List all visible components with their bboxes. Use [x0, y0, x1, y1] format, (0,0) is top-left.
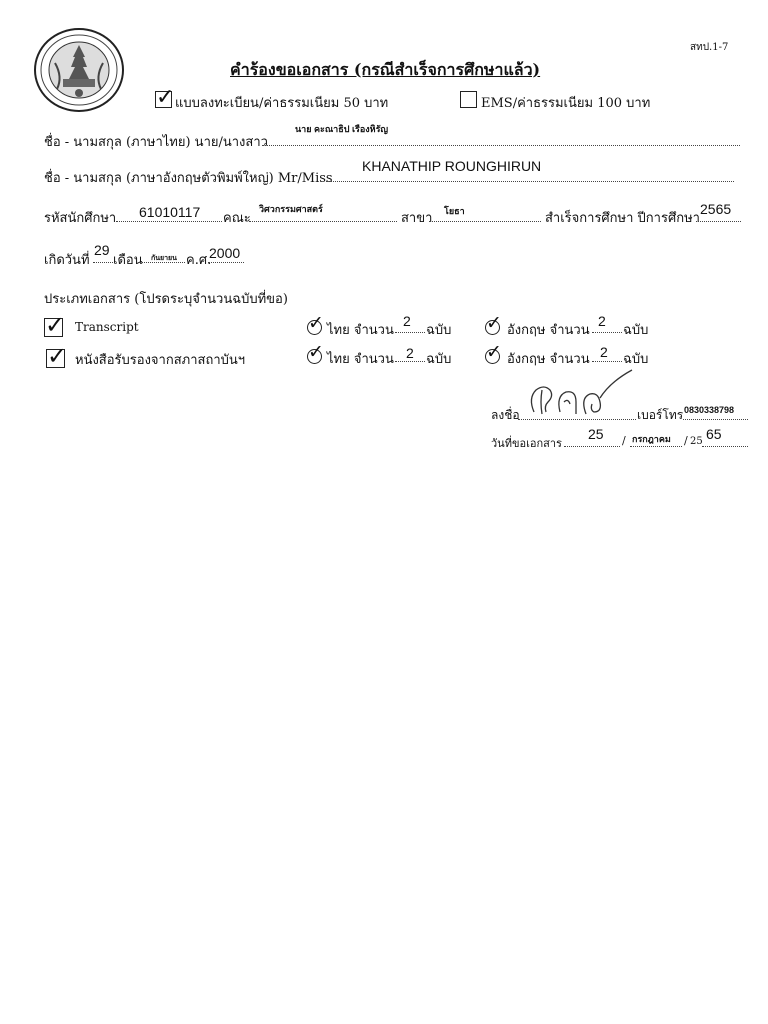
transcript-eng-count: 2 — [598, 313, 606, 329]
transcript-check-icon: ✓ — [45, 311, 66, 339]
birth-day-value: 29 — [94, 242, 110, 258]
ems-checkbox[interactable] — [460, 91, 477, 108]
grad-value: 2565 — [700, 201, 732, 217]
birth-year-value: 2000 — [209, 245, 241, 261]
transcript-thai-unit: ฉบับ — [426, 323, 452, 338]
certificate-thai-line — [395, 361, 425, 362]
faculty-line — [249, 221, 397, 222]
doc-name-certificate: หนังสือรับรองจากสภาสถาบันฯ — [75, 353, 246, 368]
signature-label: ลงชื่อ — [491, 408, 520, 422]
transcript-eng-check-icon[interactable]: ✓ — [486, 312, 502, 334]
registered-check-icon: ✓ — [156, 85, 175, 110]
name-th-label: ชื่อ - นามสกุล (ภาษาไทย) นาย/นางสาว — [44, 135, 268, 150]
grad-line — [696, 221, 741, 222]
date-slash-2: / — [684, 434, 688, 447]
student-id-line — [116, 221, 222, 222]
name-en-value: KHANATHIP ROUNGHIRUN — [362, 158, 542, 174]
major-label: สาขา — [401, 211, 433, 226]
birth-day-line — [93, 262, 113, 263]
university-seal-icon — [33, 27, 125, 113]
certificate-thai-check-icon[interactable]: ✓ — [308, 341, 324, 363]
request-year-line — [702, 446, 748, 447]
phone-value: 0830338798 — [684, 405, 735, 415]
certificate-check-icon: ✓ — [47, 342, 68, 370]
major-value: โยธา — [444, 206, 465, 216]
birth-year-label: ค.ศ. — [186, 253, 212, 268]
major-line — [429, 221, 541, 222]
name-en-label: ชื่อ - นามสกุล (ภาษาอังกฤษตัวพิมพ์ใหญ่) Mr/Miss — [44, 171, 333, 186]
doc-name-transcript: Transcript — [75, 320, 139, 334]
request-month-line — [630, 446, 682, 447]
certificate-eng-check-icon[interactable]: ✓ — [486, 341, 502, 363]
request-year-prefix: 25 — [690, 436, 703, 447]
birth-day-label: เกิดวันที่ — [44, 253, 90, 268]
certificate-eng-count: 2 — [600, 344, 608, 360]
birth-month-value: กันยายน — [151, 255, 177, 262]
ems-label: EMS/ค่าธรรมเนียม 100 บาท — [481, 96, 651, 111]
name-en-line — [326, 181, 734, 182]
transcript-thai-label: ไทย จำนวน — [327, 323, 394, 338]
grad-label: สำเร็จการศึกษา ปีการศึกษา — [545, 211, 700, 226]
request-date-label: วันที่ขอเอกสาร — [491, 437, 562, 450]
page-title: คำร้องขอเอกสาร (กรณีสำเร็จการศึกษาแล้ว) — [230, 60, 541, 79]
transcript-eng-unit: ฉบับ — [623, 323, 649, 338]
transcript-thai-count: 2 — [403, 313, 411, 329]
birth-year-line — [208, 262, 244, 263]
doc-type-heading: ประเภทเอกสาร (โปรดระบุจำนวนฉบับที่ขอ) — [44, 292, 288, 307]
phone-label: เบอร์โทร — [637, 408, 684, 422]
form-code: สทป.1-7 — [690, 42, 729, 53]
faculty-label: คณะ — [223, 211, 251, 226]
request-year-value: 65 — [706, 426, 722, 442]
name-th-line — [262, 145, 740, 146]
certificate-thai-count: 2 — [406, 345, 414, 361]
signature-drawing — [520, 368, 635, 423]
transcript-eng-label: อังกฤษ จำนวน — [507, 323, 590, 338]
request-day-line — [564, 446, 620, 447]
student-id-value: 61010117 — [139, 204, 201, 220]
certificate-thai-unit: ฉบับ — [426, 352, 452, 367]
request-day-value: 25 — [588, 426, 604, 442]
certificate-eng-line — [592, 361, 622, 362]
certificate-thai-label: ไทย จำนวน — [327, 352, 394, 367]
date-slash-1: / — [622, 434, 626, 447]
certificate-eng-unit: ฉบับ — [623, 352, 649, 367]
faculty-value: วิศวกรรมศาสตร์ — [259, 204, 323, 214]
birth-month-label: เดือน — [113, 253, 143, 268]
student-id-label: รหัสนักศึกษา — [44, 211, 117, 226]
registered-label: แบบลงทะเบียน/ค่าธรรมเนียม 50 บาท — [175, 96, 389, 111]
phone-line — [683, 419, 748, 420]
name-th-value: นาย คะณาธิป เรืองหิรัญ — [295, 124, 389, 134]
request-month-value: กรกฎาคม — [632, 434, 671, 444]
transcript-thai-line — [395, 332, 425, 333]
transcript-thai-check-icon[interactable]: ✓ — [308, 312, 324, 334]
transcript-eng-line — [592, 332, 622, 333]
certificate-eng-label: อังกฤษ จำนวน — [507, 352, 590, 367]
